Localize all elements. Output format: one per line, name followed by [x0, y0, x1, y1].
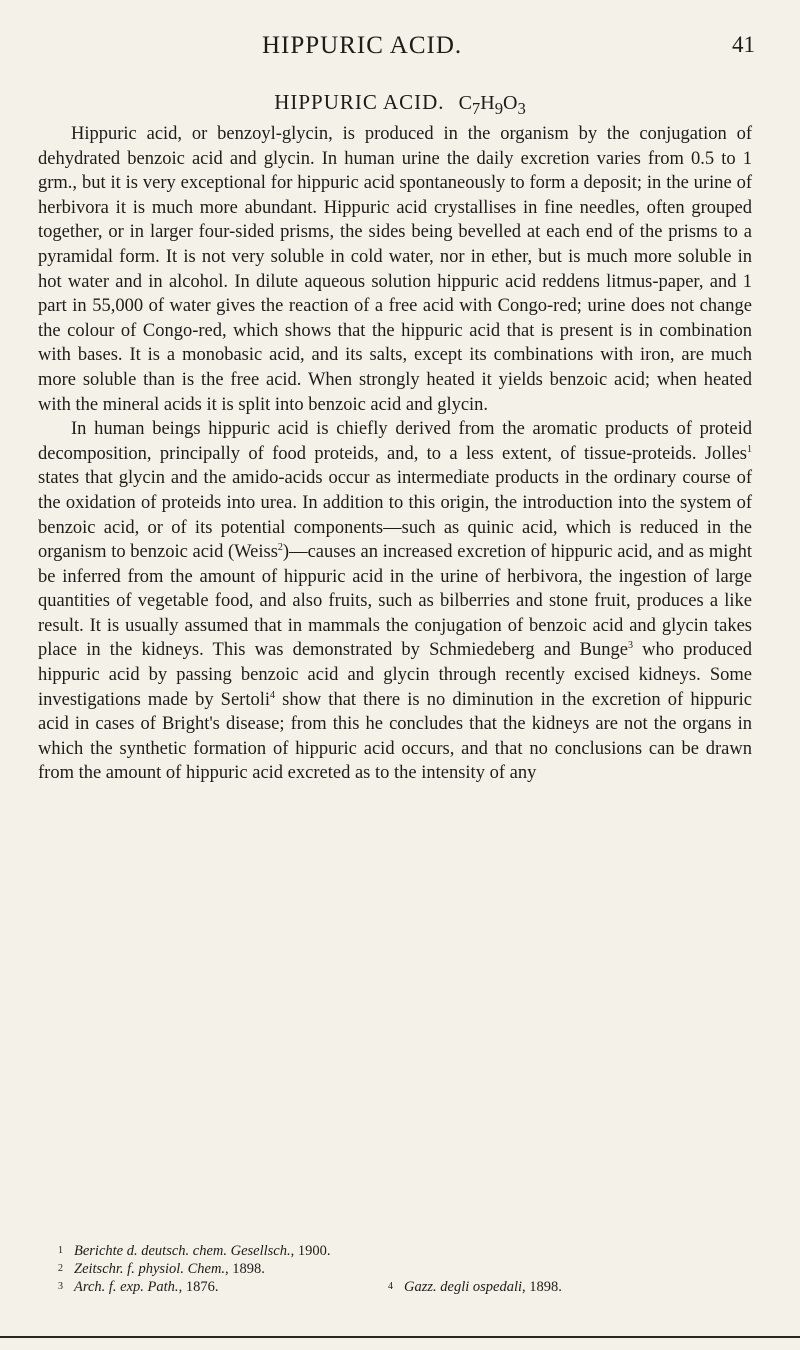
footnote-year: , 1876. — [178, 1279, 219, 1295]
section-title-text: HIPPURIC ACID. — [274, 90, 445, 114]
footnote-citation: Zeitschr. f. physiol. Chem. — [74, 1261, 226, 1277]
formula-sub-c: 7 — [471, 99, 481, 118]
p2-part-b: states that glycin and the amido-acids occur as intermediate products in the ordinary course of the oxidation of proteids into urea. In addition to this origin, the introduction into the system of benzoic acid, or of its potential components—such as quinic acid, which is reduced in the organism to benzoic acid (Weiss — [38, 468, 752, 563]
running-title: HIPPURIC ACID. — [262, 32, 463, 59]
footnote-year: , 1898. — [522, 1279, 562, 1295]
footnote-number: 4 — [388, 1281, 393, 1292]
paragraph-2 — [38, 417, 752, 786]
footnote-row-3-4 — [58, 1278, 758, 1296]
footnotes — [58, 1242, 758, 1296]
footnote-year: , 1900. — [290, 1243, 331, 1259]
footnote-citation: Arch. f. exp. Path. — [74, 1279, 179, 1295]
page-number: 41 — [732, 32, 755, 57]
running-head — [0, 30, 800, 60]
p2-part-e: show that there is no diminution in the excretion of hippuric acid in cases of Bright's disease; from this he concludes that the kidneys are not the organs in which the synthetic formation of hippuric acid occurs, and that no conclusions can be drawn from the amount of hippuric acid excreted as to the intensity of any — [38, 689, 752, 784]
p2-part-a: In human beings hippuric acid is chiefly derived from the aromatic products of proteid decomposition, principally of food proteids, and, to a less extent, of tissue-proteids. Jolles — [38, 419, 752, 464]
footnote-ref-2: 2 — [277, 541, 283, 553]
footnote-number: 1 — [58, 1245, 63, 1256]
paragraph-1: Hippuric acid, or benzoyl-glycin, is produced in the organism by the conjugation of dehydrated benzoic acid and glycin. In human urine the daily excretion varies from 0.5 to 1 grm., but it is very exceptional for hippuric acid spontaneously to form a deposit; in the urine of herbivora it is much more abundant. Hippuric acid crystallises in fine needles, often grouped together, or in larger four-sided prisms, the sides being bevelled at each end of the prisms to a pyramidal form. It is not very soluble in cold water, nor in ether, but is much more soluble in hot water and in alcohol. In dilute aqueous solution hippuric acid reddens litmus-paper, and 1 part in 55,000 of water gives the reaction of a free acid with Congo-red; urine does not change the colour of Congo-red, which shows that the hippuric acid that is present is in combination with bases. It is a monobasic acid, and its salts, except its combinations with iron, are much more soluble than is the free acid. When strongly heated it yields benzoic acid; when heated with the mineral acids it is split into benzoic acid and glycin. — [38, 124, 752, 415]
footnote-ref-4: 4 — [270, 689, 276, 701]
footnote-year: , 1898. — [225, 1261, 265, 1277]
footnote-3 — [58, 1279, 218, 1295]
formula-c: C — [458, 92, 472, 114]
footnote-1 — [58, 1242, 758, 1260]
formula-sub-o: 3 — [517, 99, 526, 118]
footnote-ref-3: 3 — [627, 640, 633, 652]
p2-part-d: who produced hippuric acid by passing benzoic acid and glycin through recently excised kidneys. Some investigations made by Sertoli — [38, 640, 752, 710]
footnote-2 — [58, 1260, 758, 1278]
footnote-number: 3 — [58, 1281, 63, 1292]
p2-part-c: )—causes an increased excretion of hippuric acid, and as might be inferred from the amount of hippuric acid in the urine of herbivora, the ingestion of large quantities of vegetable food, and also fruits, such as bilberries and stone fruit, produces a like result. It is usually assumed that in mammals the conjugation of benzoic acid and glycin takes place in the kidneys. This was demonstrated by Schmiedeberg and Bunge — [38, 542, 752, 661]
formula-sub-h: 9 — [494, 99, 504, 118]
footnote-4 — [388, 1278, 562, 1296]
formula-o: O — [503, 92, 518, 114]
footnote-citation: Berichte d. deutsch. chem. Gesellsch. — [74, 1243, 291, 1259]
body-text — [38, 122, 752, 786]
chemical-formula — [458, 92, 526, 118]
footnote-citation: Gazz. degli ospedali — [404, 1279, 523, 1295]
footnote-number: 2 — [58, 1263, 63, 1274]
footnote-ref-1: 1 — [747, 443, 752, 455]
page-edge-rule — [0, 1336, 800, 1338]
section-heading — [0, 90, 800, 119]
formula-h: H — [480, 92, 495, 114]
